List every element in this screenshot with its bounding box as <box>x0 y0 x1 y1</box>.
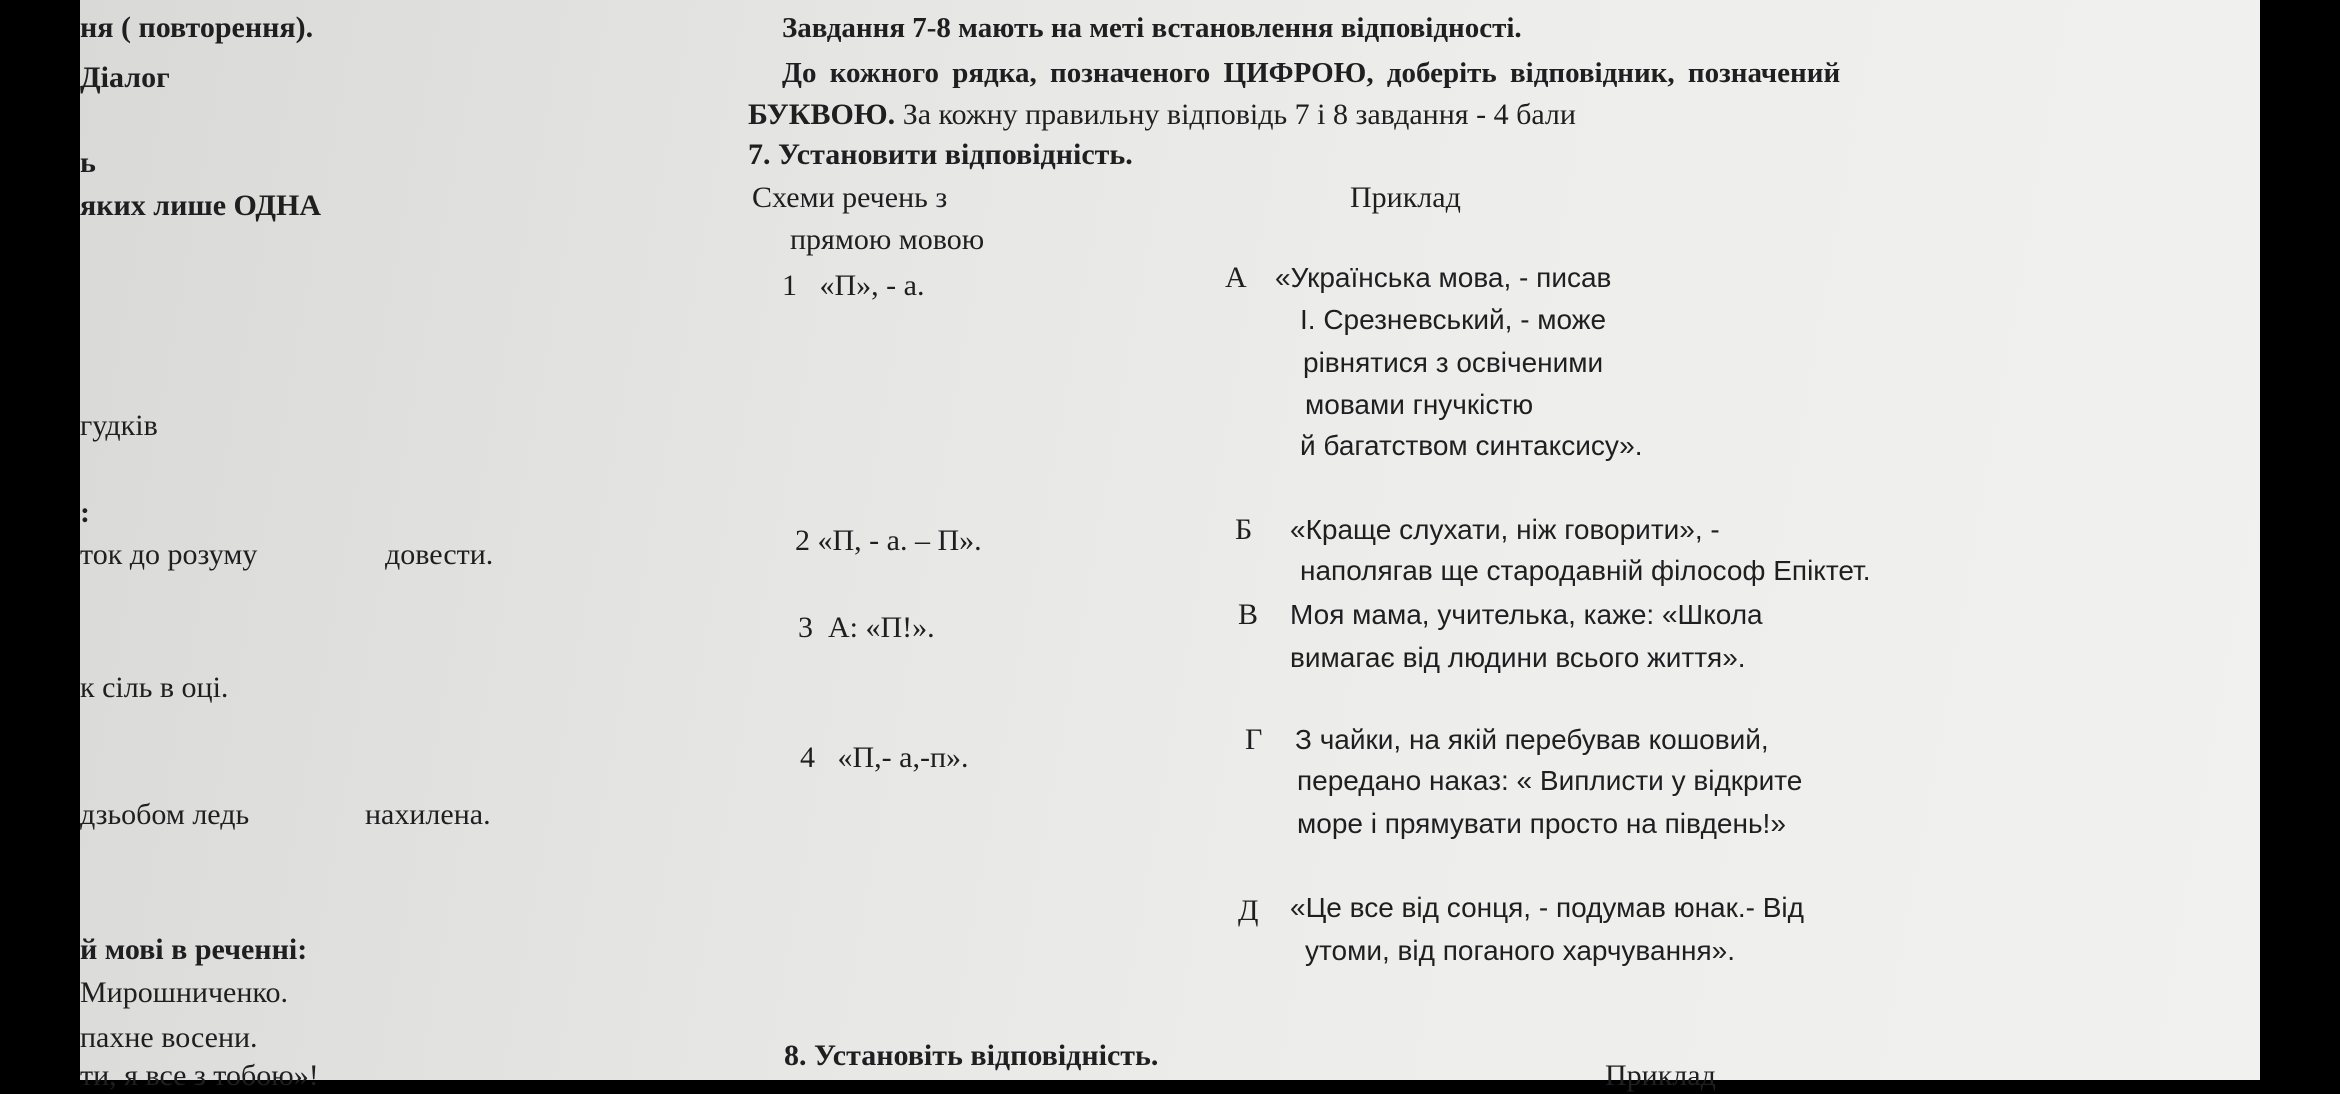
example-d-line-2: утоми, від поганого харчування». <box>1305 935 1736 966</box>
example-g-line-2: передано наказ: « Виплисти у відкрите <box>1297 765 1803 796</box>
left-line-9b: нахилена. <box>365 798 491 831</box>
left-line-9a: дзьобом ледь <box>80 798 250 831</box>
scheme-row-4 <box>800 740 969 776</box>
instructions-line-3-bold: БУКВОЮ. <box>748 98 896 131</box>
scheme-row-3 <box>798 610 935 646</box>
left-line-7b: довести. <box>385 538 494 571</box>
example-a-line-4: мовами гнучкістю <box>1305 389 1534 420</box>
scheme-number: 2 <box>795 524 810 557</box>
example-v-line-1: Моя мама, учителька, каже: «Школа <box>1290 599 1763 630</box>
example-letter-a: А <box>1225 261 1247 294</box>
left-line-1: ня ( повторення). <box>80 11 314 44</box>
left-line-7a: ток до розуму <box>80 538 258 571</box>
task7-title: 7. Установити відповідність. <box>748 138 1133 171</box>
left-line-4: яких лише ОДНА <box>80 189 322 222</box>
left-line-13: ти, я все з тобою»! <box>80 1059 319 1092</box>
scheme-text: «П», - а. <box>819 269 925 302</box>
example-a-line-5: й багатством синтаксису». <box>1300 430 1643 461</box>
left-line-6: : <box>80 496 90 529</box>
instructions-line-3 <box>748 97 1576 133</box>
example-letter-g: Г <box>1245 723 1263 756</box>
left-line-8: к сіль в оці. <box>80 671 229 704</box>
example-b-line-2: наполягав ще стародавній філософ Епіктет. <box>1300 555 1871 586</box>
scheme-row-1 <box>782 268 924 304</box>
scheme-number: 3 <box>798 611 813 644</box>
example-b-line-1: «Краще слухати, ніж говорити», - <box>1290 514 1720 545</box>
left-line-2: Діалог <box>80 61 170 94</box>
example-letter-b: Б <box>1235 513 1253 546</box>
example-letter-v: В <box>1238 598 1259 631</box>
instructions-line-1: Завдання 7-8 мають на меті встановлення відповідності. <box>782 12 1522 44</box>
left-line-10: й мові в реченні: <box>80 933 308 966</box>
scheme-text: «П, - а. – П». <box>817 524 982 557</box>
task7-col1-header-line2: прямою мовою <box>790 223 985 256</box>
scheme-number: 4 <box>800 741 815 774</box>
left-line-5: гудків <box>80 409 158 442</box>
example-g-line-1: З чайки, на якій перебував кошовий, <box>1295 724 1769 755</box>
example-a-line-2: І. Срезневський, - може <box>1300 304 1607 335</box>
left-line-11: Мирошниченко. <box>80 976 288 1009</box>
example-a-line-1: «Українська мова, - писав <box>1275 262 1612 293</box>
example-v-line-2: вимагає від людини всього життя». <box>1290 642 1746 673</box>
background-edge <box>2260 0 2340 1080</box>
example-d-line-1: «Це все від сонця, - подумав юнак.- Від <box>1290 892 1804 923</box>
example-a-line-3: рівнятися з освіченими <box>1303 347 1604 378</box>
left-line-12: пахне восени. <box>80 1021 258 1054</box>
example-letter-d: Д <box>1238 894 1259 927</box>
task7-col2-header: Приклад <box>1350 181 1461 214</box>
task7-col1-header-line1: Схеми речень з <box>752 181 948 214</box>
instructions-line-2: До кожного рядка, позначеного ЦИФРОЮ, доберіть відповідник, позначений <box>782 57 1841 89</box>
example-g-line-3: море і прямувати просто на південь!» <box>1297 808 1786 839</box>
scheme-text: А: «П!». <box>828 611 935 644</box>
task8-col2-header: Приклад <box>1605 1059 1716 1092</box>
instructions-line-3-rest: За кожну правильну відповідь 7 і 8 завдання - 4 бали <box>902 98 1576 131</box>
scheme-number: 1 <box>782 269 797 302</box>
scheme-text: «П,- а,-п». <box>837 741 969 774</box>
left-line-3: ь <box>80 146 96 179</box>
scheme-row-2 <box>795 523 982 559</box>
task8-title: 8. Установіть відповідність. <box>784 1039 1159 1072</box>
